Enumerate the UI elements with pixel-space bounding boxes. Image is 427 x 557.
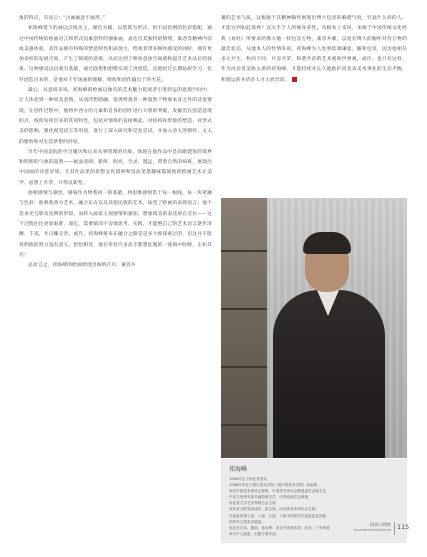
article-left-column (19, 14, 212, 271)
paragraph-text: 蓄的艺术气质，这根源于其精神胸怀展现出博大包容的胸襟气度，究竟什么样的人，才能达到如此境界？这关乎个人的修身养性，从根本上来说，来源于中国传统文化经典《易经》所要求的像大地一样包容万物，兼容并蓄，以宽宏博大的胸怀对待万物的最佳状态，从他本人的性情来说，祁海峰为人处事低调谦虚，随和包容，因为他相信多元共生，和而不同，共容共荣，和谐共济的艺术观和世界观，成许，也只有这样，作为河北省美协主席的祁海峰，才能持续并长久地推护河北省美术事业的生态平衡，和谐运转并济济人才大放异彩。 (221, 16, 407, 83)
bio-line: 作品参加第七届、八届、九届、十届全国美术作品展览及其他 (229, 513, 327, 518)
bio-line: 中央文史研究馆书画院研究员、中国油画学会理事， (229, 495, 312, 500)
bio-line: 1964年生于河北省武安。 (229, 477, 271, 481)
artist-portrait-photo (221, 198, 407, 458)
bio-line: 先后在日本、德国、意大利、北京中国美术馆、河北、广东等地 (229, 525, 330, 530)
shelf-line (221, 250, 267, 252)
shelf-line (221, 366, 267, 368)
page-footer (353, 521, 413, 543)
bio-line: 1988年毕业于浙江美术学院（现中国美术学院）油画系。 (229, 483, 321, 488)
photo-bookshelf (221, 198, 267, 458)
portrait-body (273, 290, 385, 458)
paragraph: 早年中国美院的学习履历和后来从事管理的历练，体现在他作品中是高瞻建瓴的境界和明朗的气象的超然——画面清朗、新鲜、明亮、空灵、遨远，带着自然的病爽，展现出中国画的诗意昇境，尤其作品里的思想文化境界和技法笔墨趣味都使他的绘画艺术在美学、思想上升华，开得以新型。 (19, 149, 212, 186)
artist-name: 祁海峰 (229, 466, 248, 473)
page-number: 115 (397, 523, 410, 531)
bio-line: 现为中国美术家协会理事、中国美术家协会策展委员会副主任， (229, 489, 330, 494)
shelf-line (221, 424, 267, 426)
bio-line: 举办个人展览，出版专著多部。 (229, 531, 280, 536)
journal-title-english: Investment&Finance (354, 528, 391, 532)
shelf-line (221, 308, 267, 310)
paragraph: 象的特点，有语云：“古画画意不画形。” (19, 16, 106, 21)
bio-line: 国内外大型美术展览。 (229, 519, 265, 524)
portrait-hair (303, 232, 351, 254)
journal-title: 投资与理财 (370, 522, 391, 527)
article-right-column (221, 14, 407, 86)
paragraph (221, 14, 407, 86)
bio-line: 河北省文联党组成员、副主席，河北省美术家协会主席。 (229, 507, 319, 512)
paragraph: 祁海峰笔下的画以点线为主，颜色为辅，以装饰为形式，用不同比例的色彩搭配，通过中国传统的绘画语言和形式因素创作的抽象画，表达出其独特的情绪，素念等精神内容或美感体验。其作品拥有特殊的塑造特性和表现力，给观者带来畅快感受的同时，拥有更加多样的发展空间，产生了情境的意境，从而达到了释放意体空间感和提升艺术品位的效果。这种感受以直观为基础，通过联想和想像实现了再创造，是他经过长期钻研学习，包罗创造出来的，是他对千年国画的理解，吸收和创作输出于的火花。 (19, 26, 212, 83)
paragraph: 最后，从意境来说，祁海峰的绘画以独有的艺术魅力把观者引进特定的意境空间中，让人体验到一种审美意情，从而浮想联翩，提供给观者一种超然于物象本身之外的诗意情境，在创作过程中，他将中西方的元素和自身的创作进行大胆的突破，发掘出在创造意境的点、线所发挥出来的其同特性，包括对情绪的直接唤起、对结构和形象的塑造、对形式美的影响，强化视觉语言等用途，进行了深入研究和反复尝试，并加入诗人的情怀、文人的雅致和对生活梦想的抒发。 (19, 88, 212, 145)
bio-line: 河北省文学艺术界联合会主席， (229, 501, 280, 506)
footer-divider (394, 522, 395, 535)
paragraph: 他相感情与感悟，感染作为物我同一的基础，将思维感情借于每一根线，每一块笔触与色彩；他吸收西方艺术，融合东方以及其他民族的艺术，拓宽了绘画的表现语言；他不追求光与影及比例的形似，而转入画家主观感情和感知，想象境美的表达放在首位——这个过程往往更加艰难、漫长，需要镇而不舍地思考、实践，才能绝自己的艺术语言逐步清晰、丰富，并日臻完善。或许，祁海峰将来在融合之路是是多大师探索过的，但这并不能说明他的努力没有意义，恰恰相反，他在奉登许多高手都想征服的一座海中险峰，正如其名！ (19, 191, 212, 258)
article-end-mark (292, 77, 297, 82)
paragraph: 总而言之，祁海峰的绘画展现出海纳百川，兼容并 (28, 263, 136, 269)
